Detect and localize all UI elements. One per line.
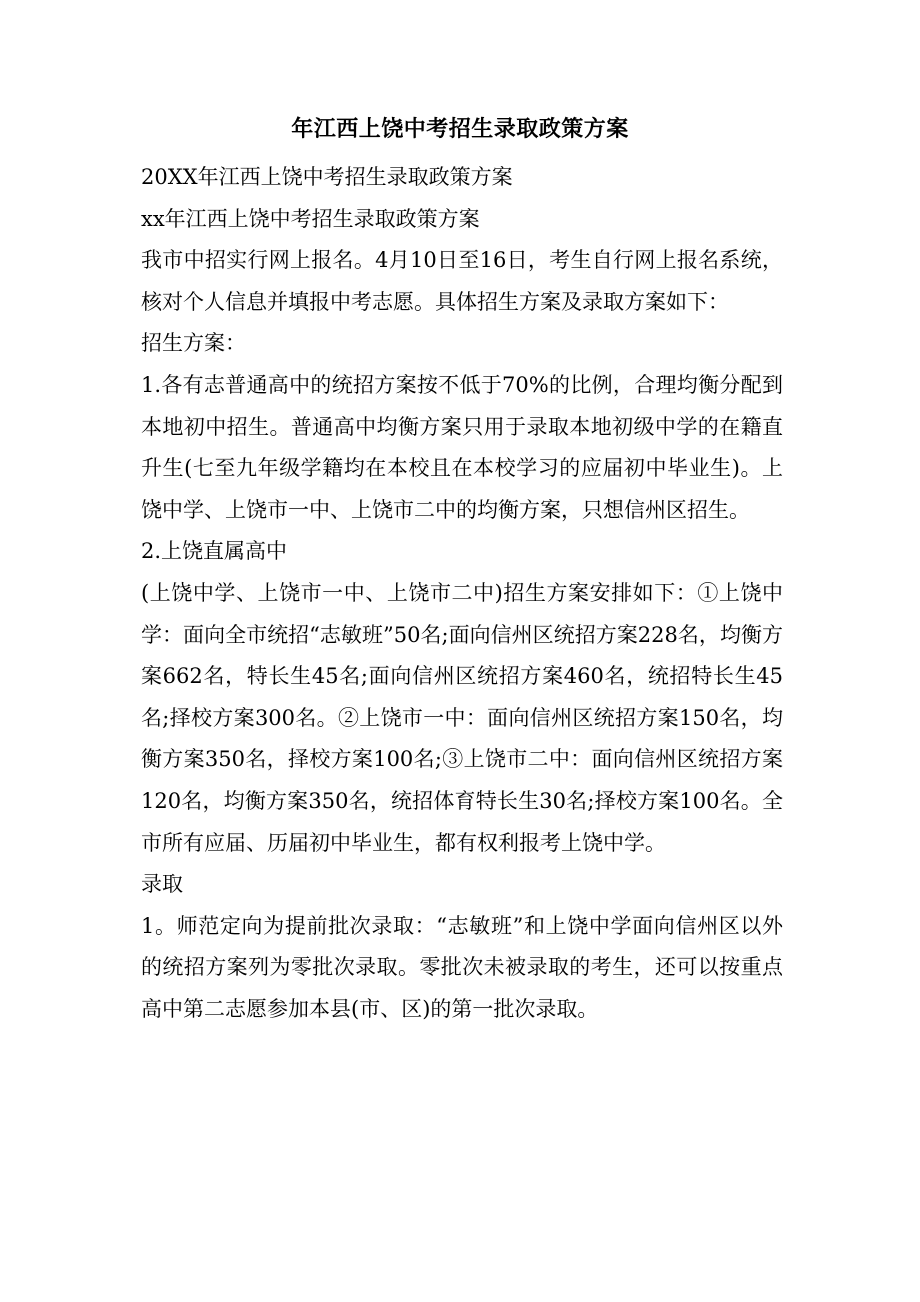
- paragraph-registration: 我市中招实行网上报名。4月10日至16日，考生自行网上报名系统，核对个人信息并填报中考志愿。具体招生方案及录取方案如下：: [141, 248, 783, 314]
- paragraph-heading-short: xx年江西上饶中考招生录取政策方案: [141, 206, 480, 231]
- paragraph-heading-full: 20XX年江西上饶中考招生录取政策方案: [141, 165, 513, 189]
- section-enrollment-plan: 招生方案：: [141, 331, 246, 356]
- document-title: 年江西上饶中考招生录取政策方案: [291, 116, 629, 142]
- paragraph-plan-item-1: 1.各有志普通高中的统招方案按不低于70%的比例，合理均衡分配到本地初中招生。普通高中均衡方案只用于录取本地初级中学的在籍直升生(七至九年级学籍均在本校且在本校学习的应届初中毕业生)。上饶中学、上饶市一中、上饶市二中的均衡方案，只想信州区招生。: [141, 372, 783, 522]
- paragraph-plan-item-2-details: (上饶中学、上饶市一中、上饶市二中)招生方案安排如下：①上饶中学：面向全市统招“志敏班”50名;面向信州区统招方案228名，均衡方案662名，特长生45名;面向信州区统招方案460名，统招特长生45名;择校方案300名。②上饶市一中：面向信州区统招方案150名，均衡方案350名，择校方案100名;③上饶市二中：面向信州区统招方案120名，均衡方案350名，统招体育特长生30名;择校方案100名。全市所有应届、历届初中毕业生，都有权利报考上饶中学。: [141, 580, 783, 855]
- document-body: [141, 157, 783, 1030]
- paragraph-admission-item-1: 1。师范定向为提前批次录取：“志敏班”和上饶中学面向信州区以外的统招方案列为零批次录取。零批次未被录取的考生，还可以按重点高中第二志愿参加本县(市、区)的第一批次录取。: [141, 913, 783, 1021]
- paragraph-plan-item-2-heading: 2.上饶直属高中: [141, 539, 288, 564]
- section-admission: 录取: [141, 872, 183, 897]
